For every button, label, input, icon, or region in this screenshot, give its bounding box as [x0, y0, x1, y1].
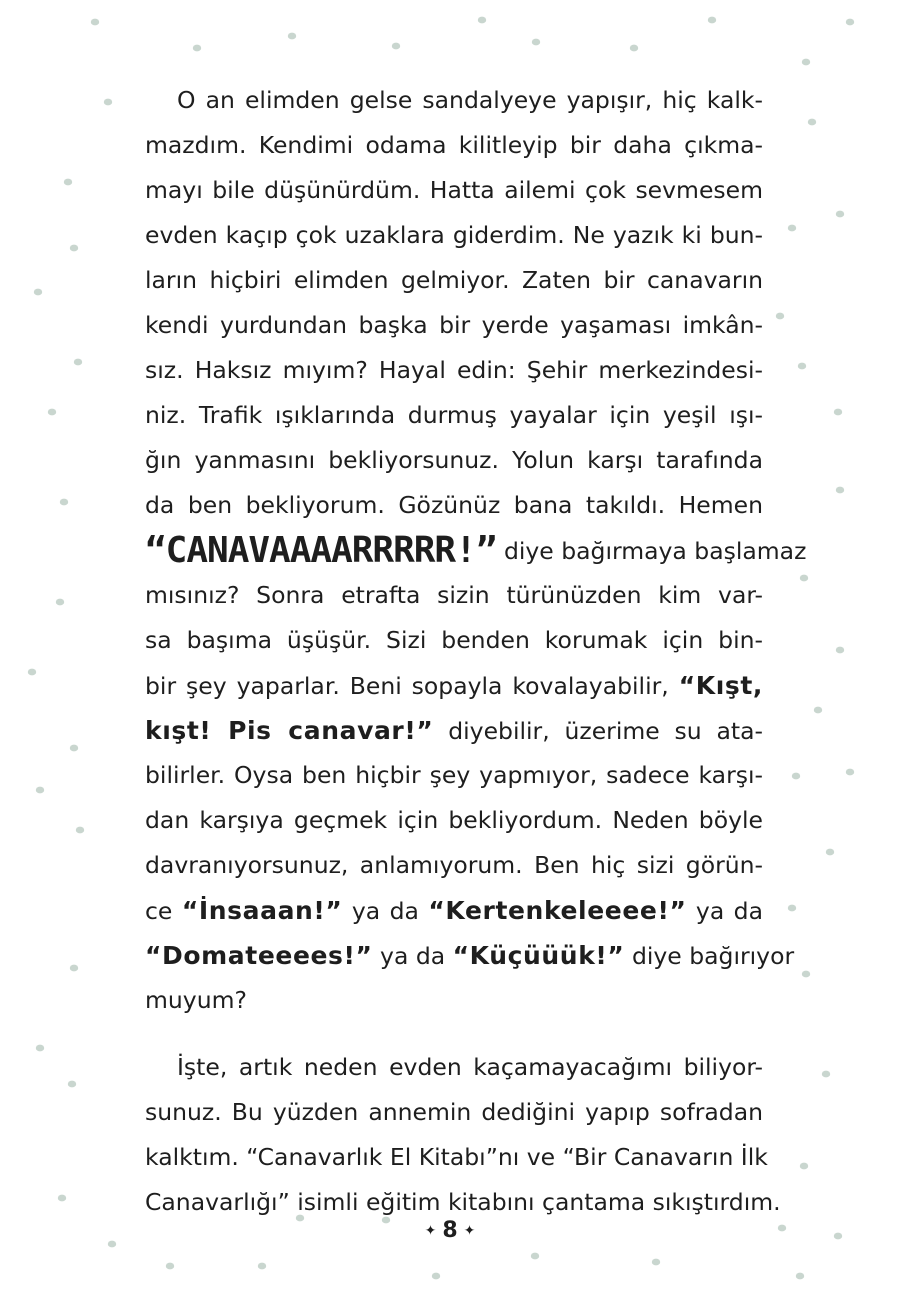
- decorative-dot: [76, 827, 84, 834]
- decorative-dot: [34, 289, 42, 296]
- decorative-dot: [846, 19, 854, 26]
- page-number: 8: [442, 1218, 458, 1243]
- text-line: [145, 1045, 763, 1090]
- decorative-dot: [56, 599, 64, 606]
- text-segment: kendi yurdundan başka bir yerde yaşaması imkân-: [145, 311, 763, 339]
- text-line: [145, 843, 763, 888]
- decorative-dot: [70, 965, 78, 972]
- text-line: [145, 483, 763, 528]
- decorative-dot: [193, 45, 201, 52]
- paragraph: [145, 1045, 781, 1225]
- text-segment: diye bağırmaya başlamaz: [496, 537, 807, 565]
- page-footer: [0, 1218, 900, 1243]
- text-segment: muyum?: [145, 986, 247, 1014]
- text-page: [145, 78, 807, 1225]
- decorative-dot: [478, 17, 486, 24]
- text-segment: ların hiçbiri elimden gelmiyor. Zaten bir canavarın: [145, 266, 763, 294]
- text-line: [145, 303, 763, 348]
- decorative-dot: [70, 745, 78, 752]
- decorative-dot: [532, 39, 540, 46]
- decorative-dot: [814, 707, 822, 714]
- text-line: [145, 213, 763, 258]
- text-line: [145, 663, 763, 708]
- decorative-dot: [64, 179, 72, 186]
- emphasized-text: “Kışt,: [678, 671, 763, 700]
- decorative-dot: [846, 769, 854, 776]
- text-line: [145, 258, 763, 303]
- decorative-dot: [432, 1273, 440, 1280]
- text-line: [145, 618, 763, 663]
- emphasized-text: “Domateeees!”: [145, 941, 373, 970]
- decorative-dot: [708, 17, 716, 24]
- text-line: [145, 393, 763, 438]
- text-segment: ğın yanmasını bekliyorsunuz. Yolun karşı tarafında: [145, 446, 763, 474]
- decorative-dot: [836, 647, 844, 654]
- text-line: [145, 888, 763, 933]
- decorative-dot: [28, 669, 36, 676]
- decorative-dot: [630, 45, 638, 52]
- text-line: [145, 78, 763, 123]
- decorative-dot: [788, 905, 796, 912]
- decorative-dot: [392, 43, 400, 50]
- emphasized-text: “Küçüüük!”: [452, 941, 625, 970]
- text-segment: da ben bekliyorum. Gözünüz bana takıldı. Hemen: [145, 491, 763, 519]
- decorative-dot: [836, 211, 844, 218]
- decorative-dot: [91, 19, 99, 26]
- decorative-dot: [802, 59, 810, 66]
- text-line: [145, 753, 763, 798]
- text-segment: ya da: [686, 897, 763, 925]
- text-segment: bilirler. Oysa ben hiçbir şey yapmıyor, sadece karşı-: [145, 761, 763, 789]
- text-segment: sız. Haksız mıyım? Hayal edin: Şehir merkezindesi-: [145, 356, 763, 384]
- decorative-dot: [796, 1273, 804, 1280]
- text-segment: sunuz. Bu yüzden annemin dediğini yapıp sofradan: [145, 1098, 763, 1126]
- decorative-dot: [60, 499, 68, 506]
- decorative-dot: [776, 313, 784, 320]
- text-segment: kalktım. “Canavarlık El Kitabı”nı ve “Bir Canavarın İlk: [145, 1143, 768, 1171]
- text-segment: davranıyorsunuz, anlamıyorum. Ben hiç sizi görün-: [145, 851, 763, 879]
- text-segment: diye bağırıyor: [624, 942, 795, 970]
- decorative-dot: [166, 1263, 174, 1270]
- decorative-dot: [48, 409, 56, 416]
- text-segment: İşte, artık neden evden kaçamayacağımı biliyor-: [177, 1053, 763, 1081]
- decorative-dot: [826, 849, 834, 856]
- text-line: [145, 528, 807, 573]
- text-line: [145, 708, 763, 753]
- right-ornament-icon: ✦: [463, 1223, 476, 1239]
- emphasized-text: kışt! Pis canavar!”: [145, 716, 434, 745]
- decorative-dot: [74, 359, 82, 366]
- text-segment: mayı bile düşünürdüm. Hatta ailemi çok sevmesem: [145, 176, 763, 204]
- text-segment: ya da: [342, 897, 429, 925]
- text-segment: dan karşıya geçmek için bekliyordum. Neden böyle: [145, 806, 763, 834]
- text-segment: mazdım. Kendimi odama kilitleyip bir daha çıkma-: [145, 131, 763, 159]
- decorative-dot: [788, 225, 796, 232]
- text-line: [145, 438, 763, 483]
- decorative-dot: [36, 787, 44, 794]
- emphasized-text: “Kertenkeleeee!”: [428, 896, 687, 925]
- text-line: [145, 1090, 763, 1135]
- decorative-dot: [792, 773, 800, 780]
- text-segment: mısınız? Sonra etrafta sizin türünüzden kim var-: [145, 581, 763, 609]
- text-segment: ce: [145, 897, 182, 925]
- emphasized-text: “İnsaaan!”: [181, 896, 343, 925]
- decorative-dot: [802, 971, 810, 978]
- decorative-dot: [288, 33, 296, 40]
- decorative-dot: [798, 363, 806, 370]
- text-line: [145, 978, 763, 1023]
- decorative-dot: [531, 1253, 539, 1260]
- text-segment: ya da: [372, 942, 453, 970]
- text-segment: diyebilir, üzerime su ata-: [433, 717, 763, 745]
- text-segment: sa başıma üşüşür. Sizi benden korumak için bin-: [145, 626, 763, 654]
- text-segment: bir şey yaparlar. Beni sopayla kovalayabilir,: [145, 672, 679, 700]
- decorative-dot: [70, 245, 78, 252]
- decorative-dot: [104, 99, 112, 106]
- decorative-dot: [800, 575, 808, 582]
- text-line: [145, 348, 763, 393]
- paragraph: [145, 78, 807, 1023]
- text-segment: O an elimden gelse sandalyeye yapışır, hiç kalk-: [177, 86, 763, 114]
- text-line: [145, 123, 763, 168]
- left-ornament-icon: ✦: [424, 1223, 437, 1239]
- text-segment: Canavarlığı” isimli eğitim kitabını çantama sıkıştırdım.: [145, 1188, 781, 1216]
- emphasized-text: “CANAVAAAARRRRR!”: [145, 530, 497, 571]
- decorative-dot: [652, 1259, 660, 1266]
- decorative-dot: [834, 409, 842, 416]
- decorative-dot: [68, 1081, 76, 1088]
- decorative-dot: [36, 1045, 44, 1052]
- text-line: [145, 933, 795, 978]
- decorative-dot: [836, 487, 844, 494]
- text-line: [145, 168, 763, 213]
- text-segment: niz. Trafik ışıklarında durmuş yayalar için yeşil ışı-: [145, 401, 763, 429]
- text-line: [145, 798, 763, 843]
- text-line: [145, 1135, 768, 1180]
- decorative-dot: [800, 1163, 808, 1170]
- decorative-dot: [822, 1071, 830, 1078]
- text-line: [145, 573, 763, 618]
- decorative-dot: [808, 119, 816, 126]
- decorative-dot: [258, 1263, 266, 1270]
- text-segment: evden kaçıp çok uzaklara giderdim. Ne yazık ki bun-: [145, 221, 763, 249]
- decorative-dot: [58, 1195, 66, 1202]
